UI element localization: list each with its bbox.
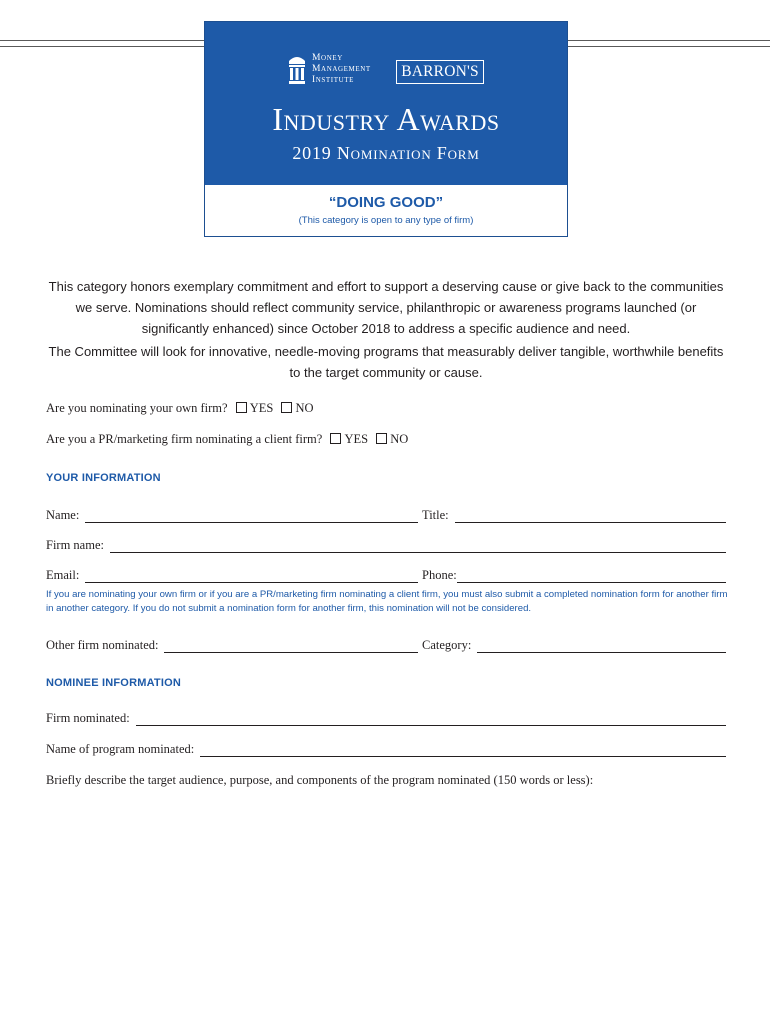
- mmi-logo-text: Money Management Institute: [312, 53, 371, 85]
- other-firm-input-line[interactable]: [164, 639, 418, 653]
- other-firm-label: Other firm nominated:: [46, 638, 159, 652]
- yes-label: YES: [249, 401, 274, 415]
- phone-input-line[interactable]: [457, 569, 726, 583]
- category-input-line[interactable]: [477, 639, 726, 653]
- header-banner: [205, 22, 567, 185]
- checkbox-pr-firm-no[interactable]: [376, 433, 387, 444]
- barrons-logo: BARRON'S: [396, 60, 484, 84]
- yes-label: YES: [344, 432, 369, 446]
- page-title: Industry Awards: [272, 101, 500, 137]
- question-pr-firm-label: Are you a PR/marketing firm nominating a client firm?: [46, 432, 323, 446]
- name-label: Name:: [46, 508, 80, 522]
- header-box: [204, 21, 568, 237]
- email-field[interactable]: [46, 568, 418, 583]
- email-label: Email:: [46, 568, 80, 582]
- nomination-requirement-note: If you are nominating your own firm or if you are a PR/marketing firm nominating a client firm, you must also submit a completed nomination form for another firm in another category. If you do not submit a nomination form for another firm, this nomination will not be considered.: [46, 589, 728, 614]
- checkbox-own-firm-yes[interactable]: [236, 402, 247, 413]
- program-name-field[interactable]: [46, 742, 726, 757]
- phone-field[interactable]: [422, 568, 726, 583]
- firm-nominated-field[interactable]: [46, 711, 726, 726]
- checkbox-pr-firm-yes[interactable]: [330, 433, 341, 444]
- title-label: Title:: [422, 508, 449, 522]
- email-input-line[interactable]: [85, 569, 418, 583]
- program-description-prompt: Briefly describe the target audience, purpose, and components of the program nominated (150 words or less):: [46, 773, 594, 787]
- category-label: Category:: [422, 638, 472, 652]
- firm-nominated-label: Firm nominated:: [46, 711, 130, 725]
- name-field[interactable]: [46, 508, 418, 523]
- category-note: (This category is open to any type of firm): [298, 215, 474, 226]
- program-name-label: Name of program nominated:: [46, 742, 195, 756]
- question-own-firm-label: Are you nominating your own firm?: [46, 401, 228, 415]
- question-own-firm: [46, 401, 314, 416]
- firm-name-label: Firm name:: [46, 538, 104, 552]
- firm-name-field[interactable]: [46, 538, 726, 553]
- other-firm-field[interactable]: [46, 638, 418, 653]
- checkbox-own-firm-no[interactable]: [281, 402, 292, 413]
- title-field[interactable]: [422, 508, 726, 523]
- question-pr-firm: [46, 432, 408, 447]
- intro-paragraph-2: The Committee will look for innovative, needle-moving programs that measurably deliver tangible, worthwhile benefits to the target community or cause.: [48, 344, 724, 380]
- firm-nominated-input-line[interactable]: [136, 712, 726, 726]
- phone-label: Phone:: [422, 568, 457, 582]
- category-field[interactable]: [422, 638, 726, 653]
- program-name-input-line[interactable]: [200, 743, 726, 757]
- no-label: NO: [295, 401, 314, 415]
- category-title: “DOING GOOD”: [328, 194, 444, 211]
- name-input-line[interactable]: [85, 509, 418, 523]
- intro-paragraph-1: This category honors exemplary commitment and effort to support a deserving cause or give back to the communities we serve. Nominations should reflect community service, philanthropic or awareness programs launched (or significantly enhanced) since October 2018 to address a specific audience and need.: [48, 279, 724, 336]
- no-label: NO: [390, 432, 409, 446]
- mmi-logo-icon: [288, 55, 306, 85]
- form-subtitle: 2019 Nomination Form: [292, 143, 480, 163]
- title-input-line[interactable]: [455, 509, 726, 523]
- your-information-heading: YOUR INFORMATION: [46, 472, 161, 484]
- firm-name-input-line[interactable]: [110, 539, 726, 553]
- nominee-information-heading: NOMINEE INFORMATION: [46, 677, 181, 689]
